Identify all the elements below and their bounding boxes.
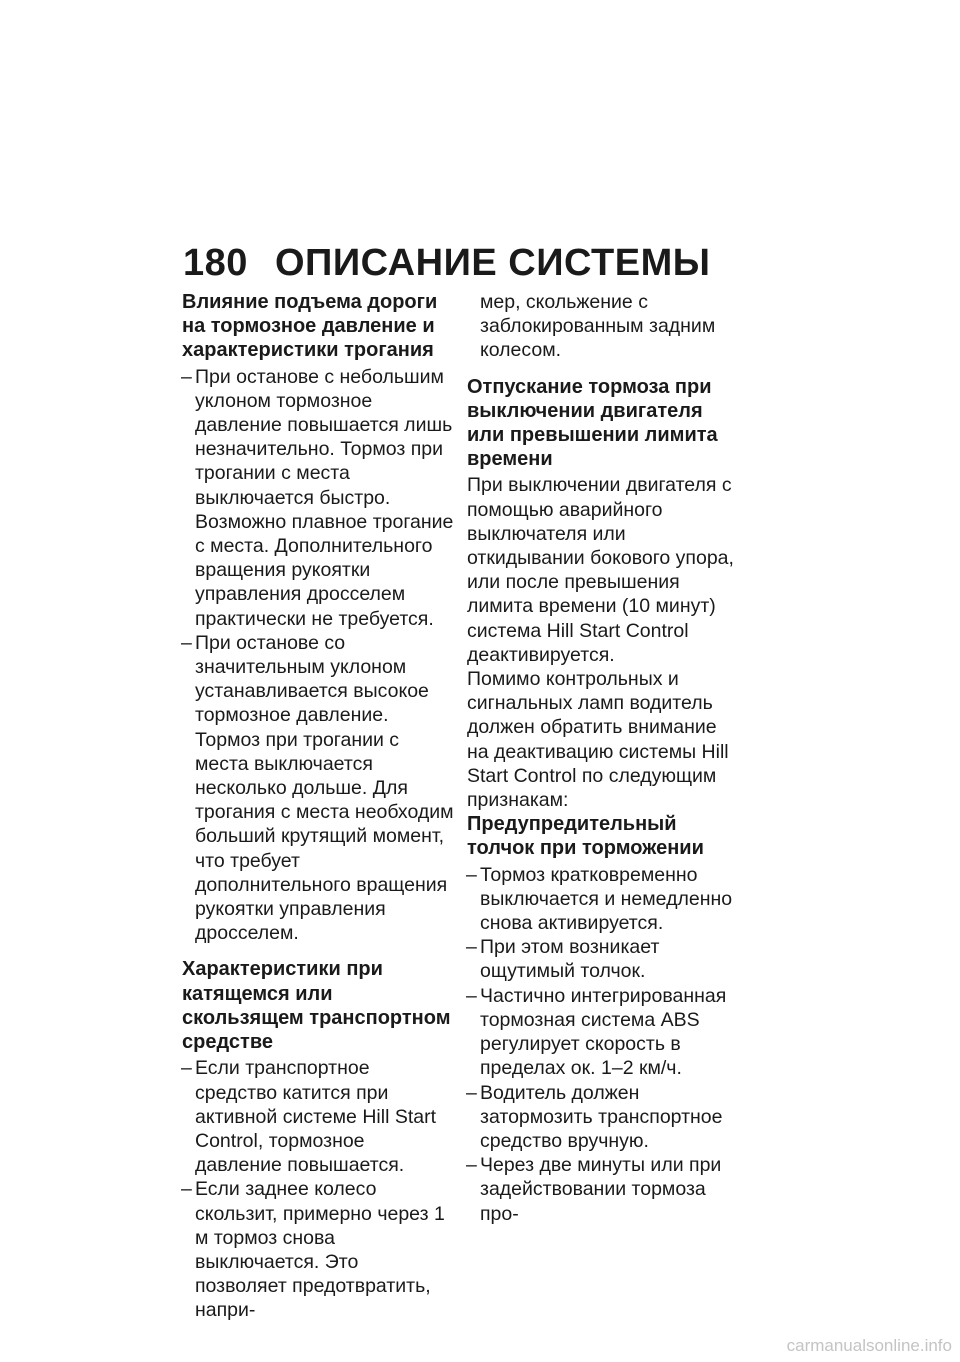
list-item: – Частично интегрированная тормозная система ABS регулирует скорость в пределах ок. 1–2 км/ч.: [467, 984, 739, 1081]
section-heading-brake-release: Отпускание тормоза при выключении двигателя или превышении лимита времени: [467, 375, 718, 471]
list-item: – При останове со значительным уклоном устанавливается высокое тормозное давление. Тормоз при трогании с места выключается несколько дольше. Для трогания с места необходим больший крутящий момент, что требует дополнительного вращения рукоятки управления дросселем.: [182, 631, 454, 946]
list-item: – При останове с небольшим уклоном тормозное давление повышается лишь незначительно. Тормоз при трогании с места выключается быстро. Возможно плавное трогание с места. Дополнительного вращения рукоятки управления дросселем практически не требуется.: [182, 365, 454, 631]
page-number: 180: [183, 242, 248, 284]
paragraph: При выключении двигателя с помощью аварийного выключателя или откидывании бокового упора, или после превышения лимита времени (10 минут) система Hill Start Control деактивируется.: [467, 474, 734, 666]
warning-list: [467, 863, 739, 1226]
left-column: [182, 290, 454, 1323]
list-item: – Через две минуты или при задействовании тормоза про-: [467, 1153, 739, 1226]
list-item: – Тормоз кратковременно выключается и немедленно снова активируется.: [467, 863, 739, 936]
section-heading-rolling: Характеристики при катящемся или скользящем транспортном средстве: [182, 958, 451, 1054]
list-item: – Если заднее колесо скользит, примерно через 1 м тормоз снова выключается. Это позволяет предотвратить, напри-: [182, 1177, 454, 1322]
rolling-list: [182, 1056, 454, 1322]
list-item: – Если транспортное средство катится при активной системе Hill Start Control, тормозное давление повышается.: [182, 1056, 454, 1177]
page-title: ОПИСАНИЕ СИСТЕМЫ: [275, 242, 711, 284]
list-item: – Водитель должен затормозить транспортное средство вручную.: [467, 1081, 739, 1154]
section-heading-road-incline: Влияние подъема дороги на тормозное давление и характеристики трогания: [182, 291, 438, 362]
right-column: [467, 290, 739, 1226]
paragraph: Помимо контрольных и сигнальных ламп водитель должен обратить внимание на деактивацию системы Hill Start Control по следующим признакам:: [467, 668, 729, 812]
section-heading-warning-jolt: Предупредительный толчок при торможении: [467, 813, 704, 860]
continued-text: мер, скольжение с заблокированным задним колесом.: [480, 291, 716, 362]
page-header: [183, 240, 710, 286]
watermark: carmanualsonline.info: [786, 1336, 952, 1355]
incline-list: [182, 365, 454, 946]
list-item: – При этом возникает ощутимый толчок.: [467, 935, 739, 983]
